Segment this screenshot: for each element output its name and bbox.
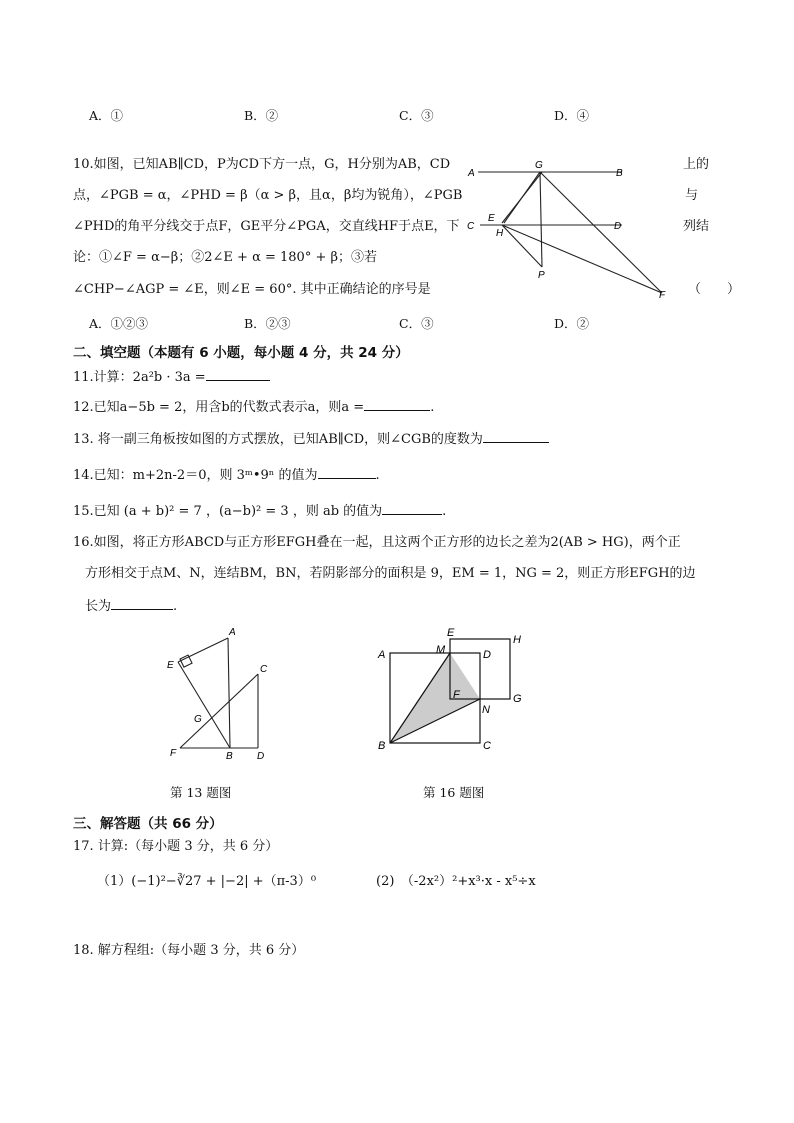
q10-label-a: A	[468, 168, 475, 179]
fig16-label-e: E	[447, 627, 455, 639]
shaded-triangle-bmn	[390, 653, 480, 743]
q10-label-c: C	[467, 221, 475, 232]
q10-choice-d: D．②	[554, 316, 590, 331]
q9-choice-a: A．①	[89, 108, 124, 123]
q12	[73, 398, 434, 416]
segment-gp	[540, 172, 542, 267]
line-ab	[228, 638, 230, 748]
section-3-title: 三、解答题（共 66 分）	[73, 816, 223, 832]
q16-answer-blank[interactable]	[111, 597, 173, 610]
fig16-label-c: C	[483, 740, 491, 752]
q10-label-d: D	[614, 221, 622, 232]
q11	[73, 368, 270, 386]
q10-label-h: H	[496, 228, 504, 239]
segment-hp	[502, 225, 542, 267]
fig16-label-b: B	[378, 740, 386, 752]
fig16-label-g: G	[513, 693, 522, 705]
q10-label-f: F	[659, 290, 666, 301]
q16-line3-text: 长为	[85, 599, 112, 614]
q10-choice-c: C．③	[399, 316, 434, 331]
q14-answer-blank[interactable]	[318, 466, 376, 479]
q14-end: .	[375, 468, 380, 483]
q10-line2-right: 与	[685, 188, 699, 203]
q15-text: 15.已知 (a + b)² = 7 ，(a−b)² = 3 ，则 ab 的值为	[73, 504, 383, 519]
fig16-label-h: H	[513, 634, 521, 646]
q10-line3-right: 列结	[683, 219, 710, 234]
fig16-label-f: F	[453, 689, 460, 701]
segment-gf	[540, 172, 662, 293]
q13-figure	[160, 622, 280, 764]
q18-text: 18. 解方程组:（每小题 3 分，共 6 分）	[73, 943, 305, 958]
q16-line1: 16.如图，将正方形ABCD与正方形EFGH叠在一起，且这两个正方形的边长之差为2(AB > HG)，两个正	[73, 535, 681, 550]
right-angle-mark	[180, 655, 192, 667]
q15	[73, 502, 446, 520]
q16-line2: 方形相交于点M、N，连结BM，BN，若阴影部分的面积是 9，EM = 1，NG = 2，则正方形EFGH的边	[85, 566, 696, 581]
q10-line5: ∠CHP−∠AGP = ∠E，则∠E = 60°. 其中正确结论的序号是	[73, 282, 431, 297]
section-2-title: 二、填空题（本题有 6 小题，每小题 4 分，共 24 分）	[73, 345, 409, 361]
q15-answer-blank[interactable]	[382, 502, 442, 515]
q12-text: 12.已知a−5b = 2，用含b的代数式表示a，则a =	[73, 400, 365, 415]
q16-line3	[85, 597, 177, 615]
fig16-caption: 第 16 题图	[423, 785, 485, 800]
q10-line2: 点，∠PGB = α，∠PHD = β（α > β，且α，β均为锐角），∠PGB	[73, 188, 463, 203]
fig13-label-b: B	[226, 751, 233, 762]
q14-text: 14.已知：m+2n-2＝0，则 3ᵐ•9ⁿ 的值为	[73, 468, 318, 483]
q10-choice-b: B．②③	[244, 316, 291, 331]
q13	[73, 430, 549, 448]
q17-part1: （1）(−1)²−∛27 + |−2| +（π-3）⁰	[97, 874, 317, 889]
line-ea	[178, 638, 228, 662]
fig13-label-c: C	[260, 664, 268, 675]
q10-choice-a: A．①②③	[89, 316, 149, 331]
q10-line3: ∠PHD的角平分线交于点F，GE平分∠PGA，交直线HF于点E，下	[73, 219, 460, 234]
segment-hf	[502, 225, 662, 293]
fig13-label-a: A	[229, 627, 236, 638]
q10-line1: 10.如图，已知AB∥CD，P为CD下方一点，G，H分别为AB，CD	[73, 157, 451, 172]
q17-part2: (2) （-2x²）²+x³·x - x⁵÷x	[376, 874, 536, 889]
fig13-label-d: D	[257, 751, 265, 762]
fig13-caption: 第 13 题图	[170, 785, 232, 800]
q10-line4: 论：①∠F = α−β；②2∠E + α = 180° + β；③若	[73, 250, 377, 265]
q10-label-e: E	[488, 213, 495, 224]
q10-label-g: G	[535, 160, 543, 171]
fig16-label-a: A	[378, 649, 386, 661]
line-eb	[178, 662, 230, 748]
q11-text: 11.计算：2a²b · 3a =	[73, 370, 206, 385]
q17-text: 17. 计算:（每小题 3 分，共 6 分）	[73, 839, 279, 854]
q9-choice-d: D．④	[554, 108, 590, 123]
q10-answer-paren: （ ）	[688, 282, 741, 297]
q10-label-p: P	[538, 270, 545, 281]
fig13-label-f: F	[170, 748, 177, 759]
q16-end: .	[173, 599, 178, 614]
fig16-label-n: N	[482, 704, 490, 716]
segment-eg2	[502, 172, 542, 223]
q10-line1-right: 上的	[683, 157, 710, 172]
q10-figure	[462, 156, 684, 304]
q9-choice-c: C．③	[399, 108, 434, 123]
q15-end: .	[442, 504, 447, 519]
fig13-label-g: G	[194, 714, 202, 725]
q16-figure	[372, 622, 542, 758]
fig16-label-m: M	[436, 644, 446, 656]
q12-answer-blank[interactable]	[364, 398, 430, 411]
q14	[73, 466, 380, 484]
q12-end: .	[430, 400, 435, 415]
q13-answer-blank[interactable]	[483, 430, 549, 443]
fig16-label-d: D	[483, 649, 491, 661]
q10-label-b: B	[616, 168, 623, 179]
fig13-label-e: E	[167, 660, 174, 671]
q9-choice-b: B．②	[244, 108, 279, 123]
q13-text: 13. 将一副三角板按如图的方式摆放，已知AB∥CD，则∠CGB的度数为	[73, 432, 483, 447]
q11-answer-blank[interactable]	[206, 368, 270, 381]
